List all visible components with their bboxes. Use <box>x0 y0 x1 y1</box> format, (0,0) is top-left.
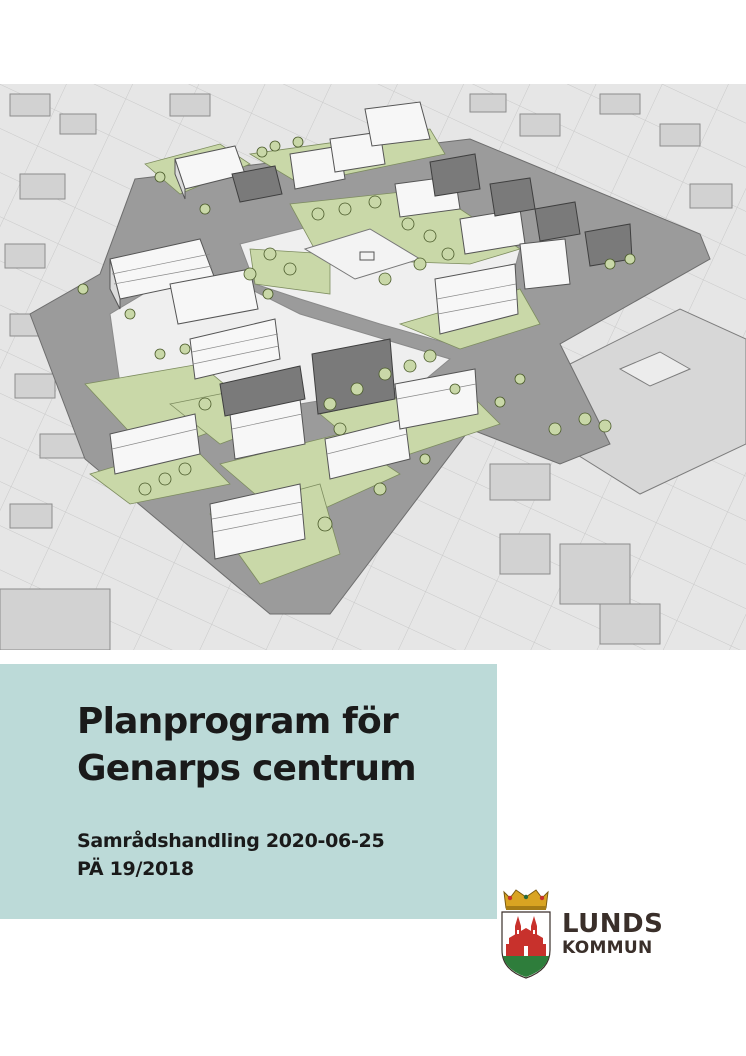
title-line-2: Genarps centrum <box>77 748 416 789</box>
lunds-kommun-logo <box>498 888 698 980</box>
site-plan-illustration <box>0 84 746 650</box>
logo-line-2: KOMMUN <box>562 938 653 958</box>
logo-wordmark <box>562 910 663 958</box>
subtitle-line-2: PÄ 19/2018 <box>77 858 194 880</box>
logo-line-1: LUNDS <box>562 909 664 939</box>
subtitle-line-1: Samrådshandling 2020-06-25 <box>77 830 385 852</box>
coat-of-arms-icon <box>498 888 554 980</box>
document-title <box>77 698 487 792</box>
title-line-1: Planprogram för <box>77 701 398 742</box>
document-subtitle <box>77 827 477 883</box>
